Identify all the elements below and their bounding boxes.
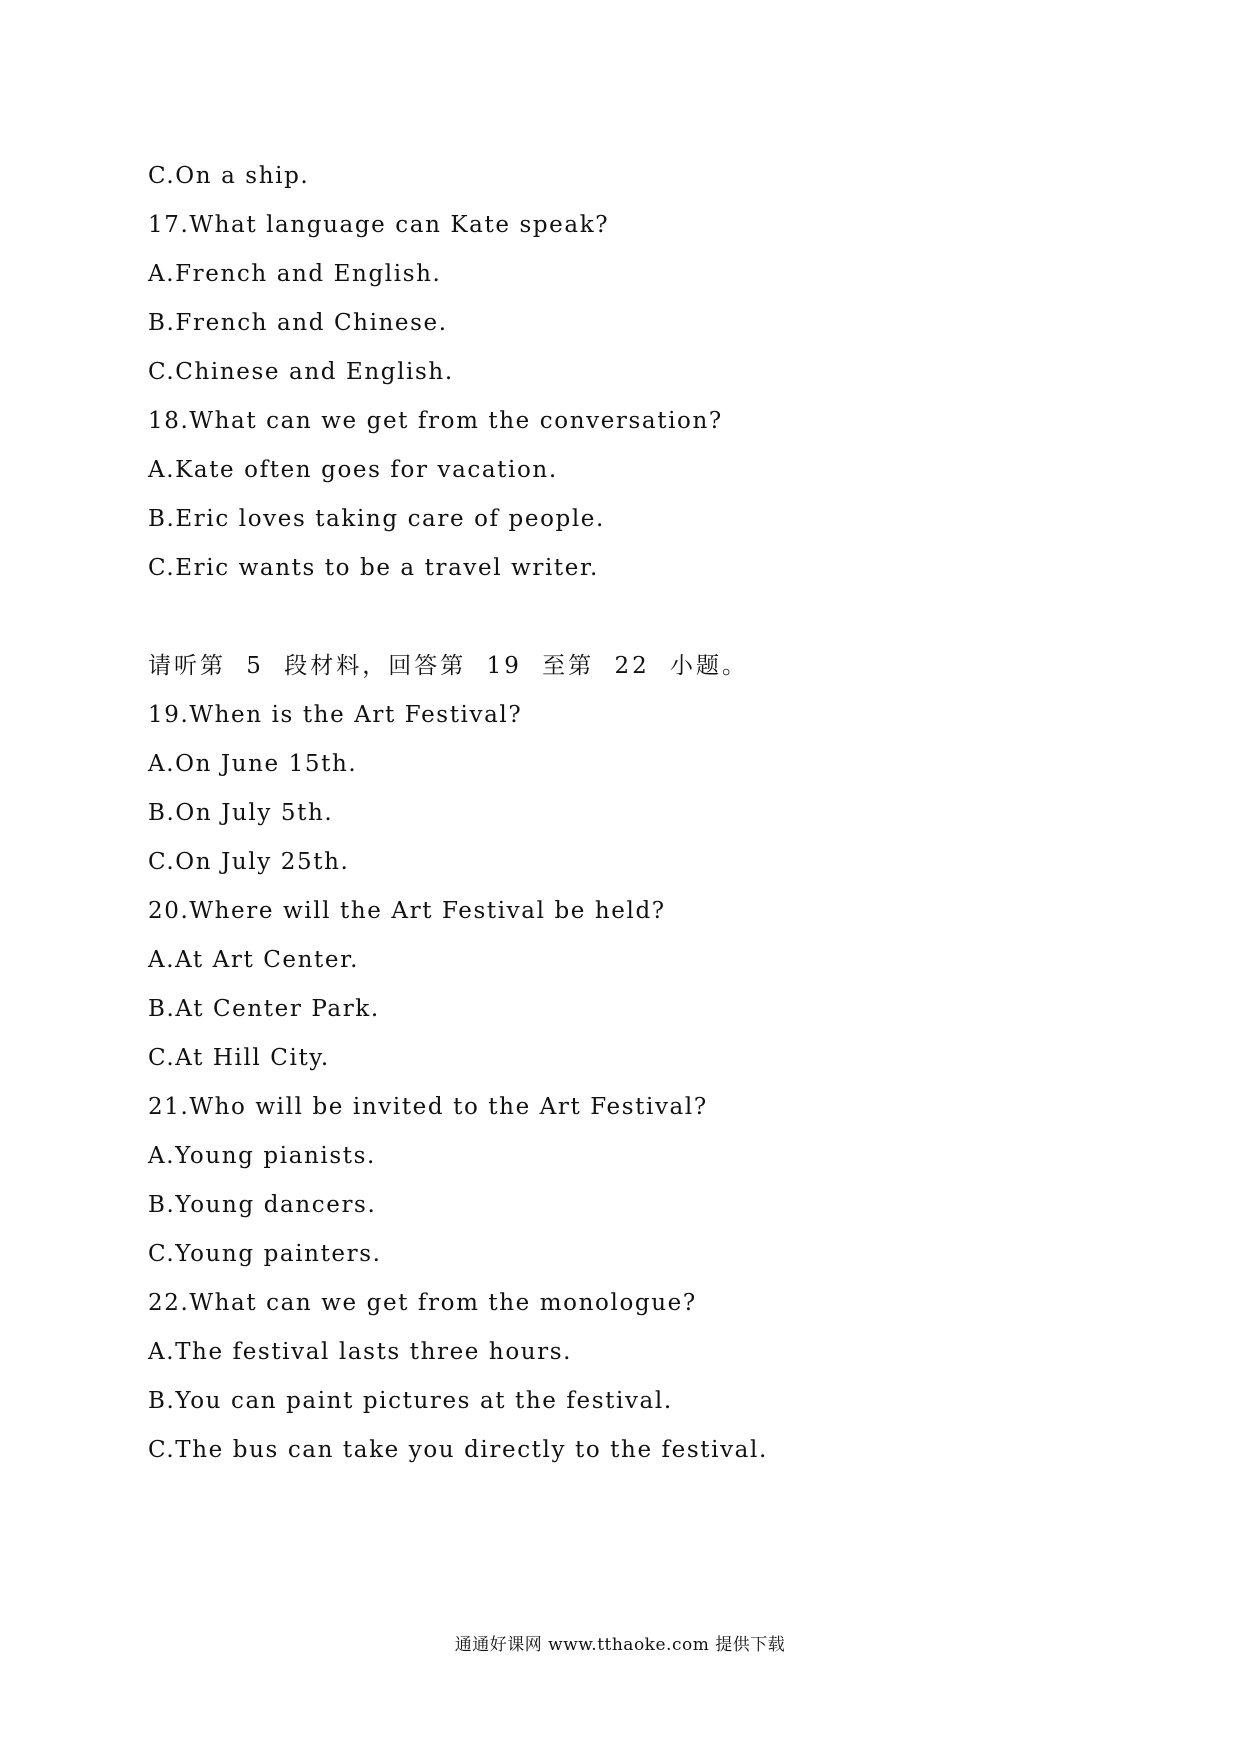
option-line: A.Kate often goes for vacation. [148, 457, 558, 483]
page-content [148, 152, 1108, 1475]
question-line: 21.Who will be invited to the Art Festival? [148, 1094, 708, 1120]
option-line: A.French and English. [148, 261, 442, 287]
option-line: A.At Art Center. [148, 947, 360, 973]
option-line: C.At Hill City. [148, 1045, 330, 1071]
option-line: B.Young dancers. [148, 1192, 377, 1218]
option-line: C.The bus can take you directly to the festival. [148, 1437, 768, 1463]
question-line: 17.What language can Kate speak? [148, 212, 610, 238]
option-line: A.Young pianists. [148, 1143, 376, 1169]
option-line: A.On June 15th. [148, 751, 358, 777]
option-line: A.The festival lasts three hours. [148, 1339, 573, 1365]
question-line: 22.What can we get from the monologue? [148, 1290, 697, 1316]
section-heading: 请听第 5 段材料，回答第 19 至第 22 小题。 [148, 653, 749, 679]
page-footer: 通通好课网 www.tthaoke.com 提供下载 [454, 1635, 786, 1655]
option-line: C.Chinese and English. [148, 359, 454, 385]
option-line: B.Eric loves taking care of people. [148, 506, 605, 532]
option-line: B.You can paint pictures at the festival. [148, 1388, 673, 1414]
section-gap [148, 593, 1108, 642]
option-line: B.On July 5th. [148, 800, 334, 826]
question-line: 18.What can we get from the conversation? [148, 408, 723, 434]
option-line: C.On a ship. [148, 163, 310, 189]
question-line: 20.Where will the Art Festival be held? [148, 898, 666, 924]
option-line: C.On July 25th. [148, 849, 350, 875]
option-line: C.Eric wants to be a travel writer. [148, 555, 599, 581]
question-line: 19.When is the Art Festival? [148, 702, 523, 728]
option-line: B.At Center Park. [148, 996, 380, 1022]
option-line: C.Young painters. [148, 1241, 382, 1267]
option-line: B.French and Chinese. [148, 310, 448, 336]
